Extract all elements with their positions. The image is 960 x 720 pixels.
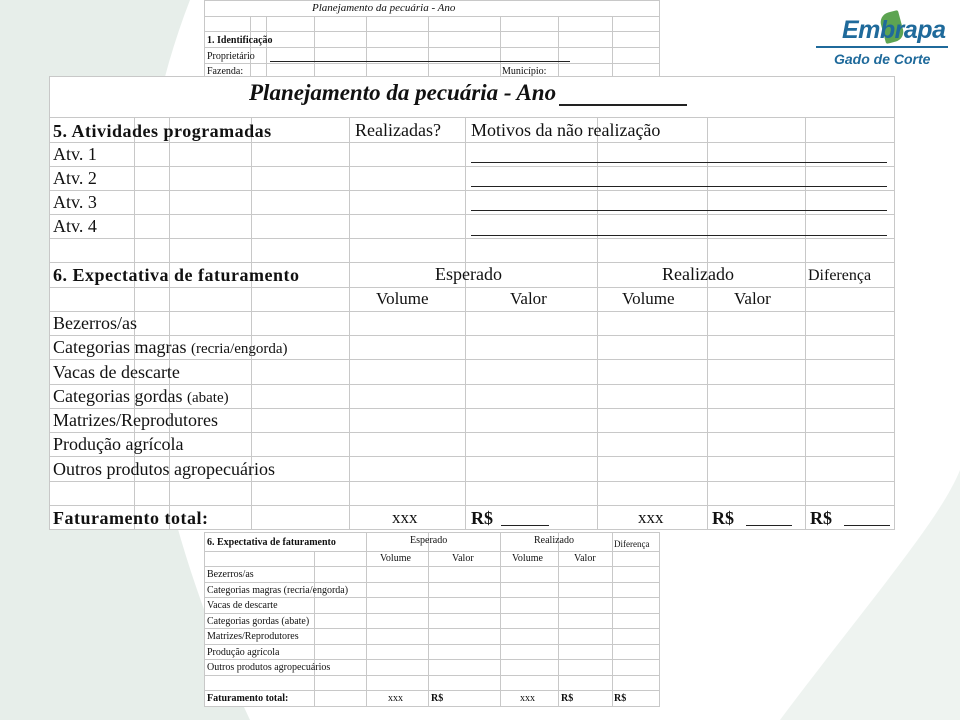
bottom-total-xxx: xxx [388, 693, 403, 704]
bottom-esperado: Esperado [410, 535, 448, 546]
activity-row: Atv. 1 [53, 144, 97, 164]
revenue-row: Outros produtos agropecuários [53, 459, 275, 479]
volume-header: Volume [376, 289, 429, 308]
motivos-header: Motivos da não realização [471, 120, 661, 140]
bottom-valor: Valor [452, 553, 474, 564]
activity-row: Atv. 3 [53, 192, 97, 212]
logo-subtitle: Gado de Corte [834, 51, 931, 67]
embrapa-logo [812, 8, 952, 70]
total-valor-esperado: R$ [471, 508, 493, 528]
bottom-total-rs: R$ [561, 693, 574, 704]
revenue-row: Produção agrícola [53, 434, 184, 454]
revenue-row: Categorias magras (recria/engorda) [53, 337, 288, 357]
bottom-valor: Valor [574, 553, 596, 564]
bottom-spreadsheet [204, 532, 660, 707]
municipio-label: Município: [502, 66, 547, 76]
bottom-total-xxx: xxx [520, 693, 535, 704]
bottom-revenue-heading: 6. Expectativa de faturamento [207, 537, 336, 548]
bottom-volume: Volume [380, 553, 411, 564]
realizadas-header: Realizadas? [355, 120, 441, 140]
total-volume-realizado: xxx [638, 508, 664, 527]
bottom-total-label: Faturamento total: [207, 693, 289, 704]
total-label: Faturamento total: [53, 508, 209, 528]
proprietario-label: Proprietário [207, 51, 255, 62]
bottom-row: Bezerros/as [207, 569, 254, 580]
bottom-row: Categorias magras (recria/engorda) [207, 585, 349, 596]
bottom-total-rs: R$ [431, 693, 444, 704]
bottom-row: Vacas de descarte [207, 600, 278, 611]
volume-header: Volume [622, 289, 675, 308]
bottom-diferenca: Diferença [614, 539, 650, 549]
top-sheet-title: Planejamento da pecuária - Ano [312, 2, 456, 14]
bottom-row: Produção agrícola [207, 647, 280, 658]
identificacao-heading: 1. Identificação [207, 35, 273, 46]
revenue-row: Matrizes/Reprodutores [53, 410, 218, 430]
valor-header: Valor [510, 289, 547, 308]
revenue-row: Bezerros/as [53, 313, 137, 333]
total-valor-realizado: R$ [712, 508, 734, 528]
main-spreadsheet [49, 76, 895, 530]
activity-row: Atv. 2 [53, 168, 97, 188]
bottom-row: Outros produtos agropecuários [207, 662, 331, 673]
revenue-heading: 6. Expectativa de faturamento [53, 265, 300, 285]
diferenca-header: Diferença [808, 267, 872, 284]
main-title: Planejamento da pecuária - Ano [249, 80, 557, 105]
bottom-total-rs: R$ [614, 693, 627, 704]
top-spreadsheet [204, 0, 660, 76]
revenue-row: Vacas de descarte [53, 362, 180, 382]
total-volume-esperado: xxx [392, 508, 418, 527]
bottom-volume: Volume [512, 553, 543, 564]
bottom-realizado: Realizado [534, 535, 574, 546]
bottom-row: Matrizes/Reprodutores [207, 631, 299, 642]
valor-header: Valor [734, 289, 771, 308]
realizado-header: Realizado [662, 264, 734, 284]
bottom-row: Categorias gordas (abate) [207, 616, 310, 627]
total-diferenca: R$ [810, 508, 832, 528]
fazenda-label: Fazenda: [207, 66, 244, 76]
logo-word: Embrapa [842, 16, 946, 44]
logo-divider [816, 46, 948, 48]
revenue-row: Categorias gordas (abate) [53, 386, 229, 406]
activities-heading: 5. Atividades programadas [53, 121, 272, 141]
activity-row: Atv. 4 [53, 216, 97, 236]
esperado-header: Esperado [435, 264, 502, 284]
